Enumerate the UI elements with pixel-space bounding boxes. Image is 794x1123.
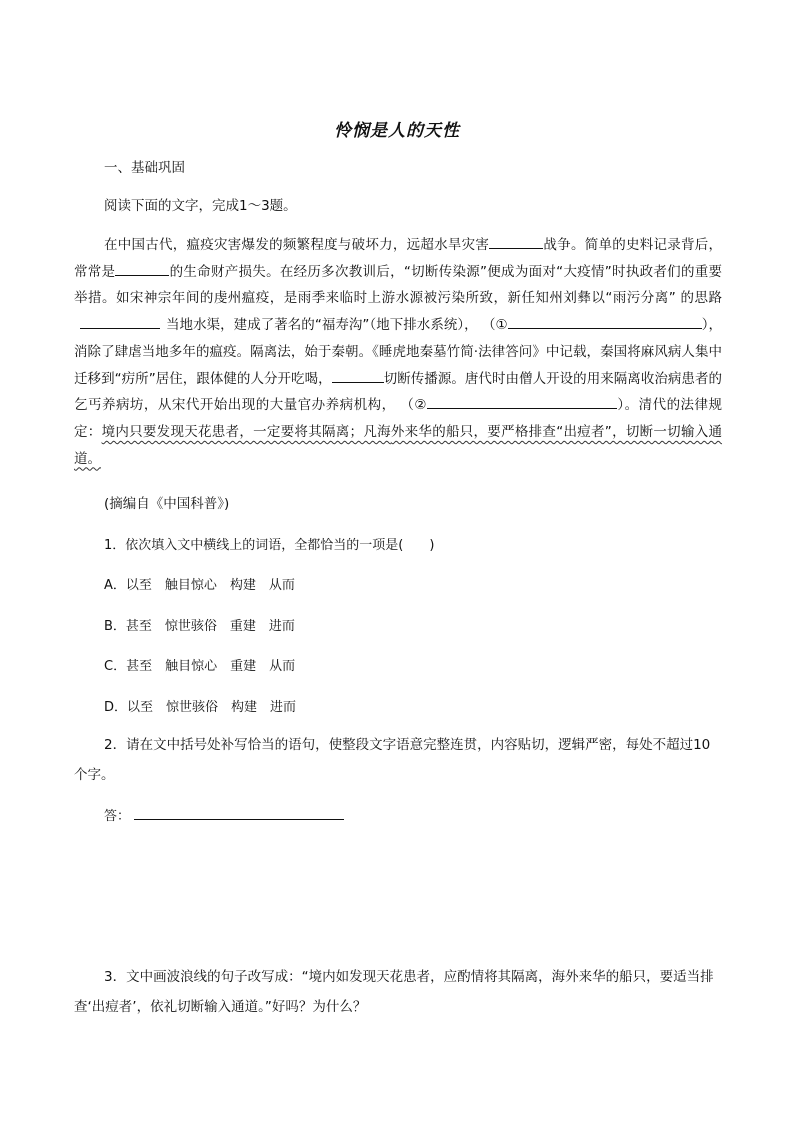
fill-blank-4: [332, 369, 384, 383]
passage-text: （①: [482, 317, 508, 334]
section-heading: 一、基础巩固: [104, 160, 185, 176]
passage-text: 的重要举措。如宋神宗年间的虔州瘟疫，是雨季来临时上游水源被污染所致，新任知州刘彝以“雨污分离”: [74, 263, 723, 307]
source-note: (摘编自《中国科普》): [104, 496, 230, 512]
question-2-stem: 2．请在文中括号处补写恰当的语句，使整段文字语意完整连贯，内容贴切，逻辑严密，每处不超过10个字。: [74, 737, 711, 783]
reading-instruction: 阅读下面的文字，完成1～3题。: [104, 198, 297, 214]
bracket-blank-2: [427, 395, 617, 409]
option-b: B．甚至 惊世骇俗 重建 进而: [104, 619, 295, 634]
bracket-blank-1: [508, 315, 702, 329]
reading-passage: [74, 232, 722, 472]
passage-text: 常常是: [74, 263, 116, 280]
passage-text: 切断: [383, 370, 411, 387]
option-d: D．以至 惊世骇俗 构建 进而: [104, 700, 297, 715]
page-title: 怜悯是人的天性: [334, 121, 460, 141]
passage-text: 的生命财产损失。在经历多次教训后，“切断传染源”便成为面对“大疫情”时执政者们: [169, 263, 681, 280]
passage-text: 在中国古代，瘟疫灾害爆发的频繁程度与破坏力，远超水旱灾害: [104, 237, 490, 253]
passage-text: 传播源。唐代时由僧人开设的用来隔离收治病患者的乞丐养病坊，从宋代开始出现的大量官办养病机构，: [74, 370, 722, 414]
option-c: C．甚至 触目惊心 重建 从而: [104, 659, 296, 674]
answer-line: [134, 805, 344, 820]
answer-label: 答：: [104, 809, 131, 824]
wavy-underlined-sentence: 境内只要发现天花患者，一定要将其隔离；凡海外来华的船只，要严格排查“出痘者”，切断一切输入通道。: [74, 423, 723, 467]
passage-text: 当地水渠，建成了著名的“福寿沟”（地下排水系统），: [166, 317, 478, 334]
question-3-stem: 3．文中画波浪线的句子改写成：“境内如发现天花患者，应酌情将其隔离，海外来华的船只，要适当排查‘出痘者’，依礼切断输入通道。”好吗？为什么？: [74, 969, 714, 1015]
passage-text: 战争。简单的史料记录背后，: [543, 237, 723, 253]
passage-text: ）。清代的法律规定：: [74, 397, 723, 440]
passage-text: 的思路: [680, 290, 722, 307]
fill-blank-1: [489, 235, 543, 249]
fill-blank-2: [115, 262, 169, 276]
answer-row: [104, 805, 344, 824]
question-1-stem: 1．依次填入文中横线上的词语，全都恰当的一项是( ): [104, 538, 435, 553]
passage-text: （②: [400, 397, 427, 414]
fill-blank-3: [80, 315, 160, 329]
passage-text: ），消除了肆虐当地多年的瘟疫。隔离法，始于秦朝。《睡虎地秦墓竹: [74, 317, 723, 360]
passage-text: 简·法律答问》中记载，秦国将麻风病人集中迁移到“疠所”居住，跟体健的人分开吃喝，: [74, 343, 722, 387]
option-a: A．以至 触目惊心 构建 从而: [104, 578, 295, 593]
